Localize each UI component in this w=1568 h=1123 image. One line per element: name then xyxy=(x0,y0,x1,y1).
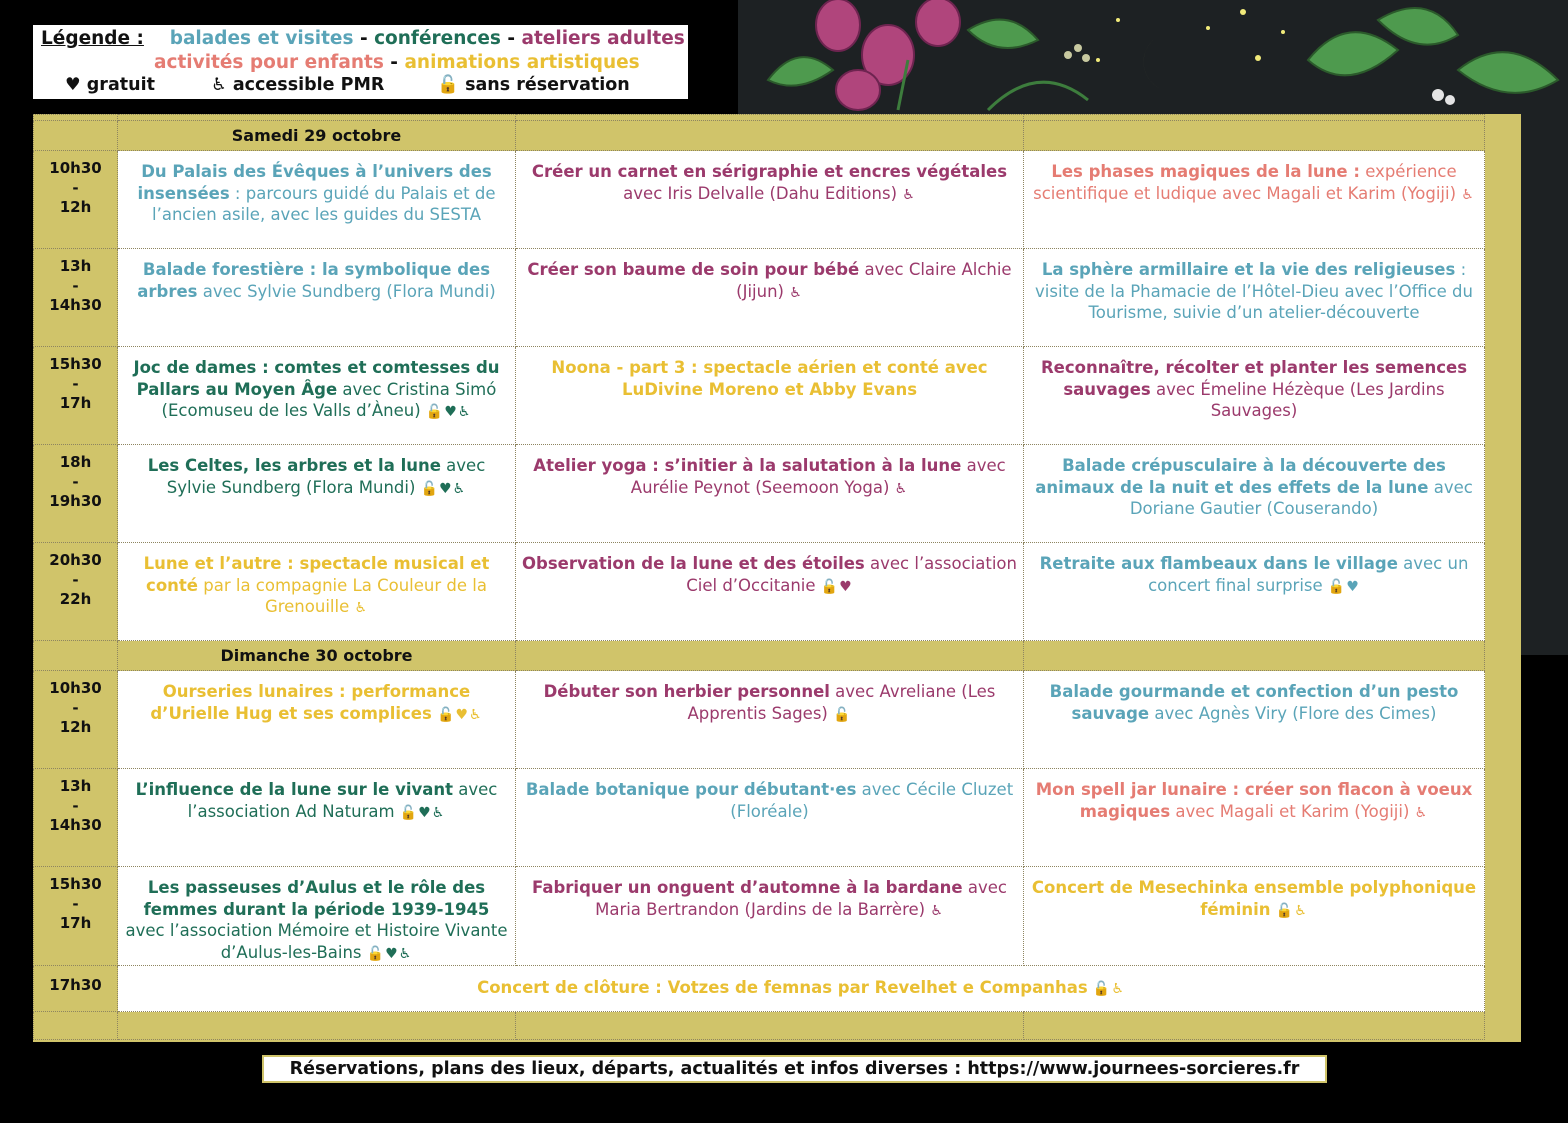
event-cell xyxy=(118,249,516,347)
time-slot-row xyxy=(34,671,1485,769)
event-title: Atelier yoga : s’initier à la salutation à la lune xyxy=(533,456,962,475)
event-cell xyxy=(516,249,1024,347)
legend-no-booking: 🔓 sans réservation xyxy=(437,75,630,95)
closing-event-cell xyxy=(118,966,1485,1012)
legend-adult-workshops: ateliers adultes xyxy=(521,28,685,49)
day-header-blank xyxy=(34,641,118,671)
legend-art: animations artistiques xyxy=(404,51,640,73)
time-slot-row xyxy=(34,769,1485,867)
event-cell xyxy=(118,445,516,543)
day-header xyxy=(118,121,516,151)
time-slot-row xyxy=(34,445,1485,543)
time-slot-row xyxy=(34,543,1485,641)
event-title: Observation de la lune et des étoiles xyxy=(522,554,865,573)
time-label: 10h30 xyxy=(49,679,102,697)
day-label: Samedi 29 octobre xyxy=(231,126,402,145)
time-label: - xyxy=(72,178,79,197)
day-header-blank xyxy=(1024,121,1485,151)
event-cell xyxy=(1024,543,1485,641)
time-label: 20h30 xyxy=(49,551,102,569)
time-cell xyxy=(34,151,118,249)
time-label: 22h xyxy=(59,590,92,608)
event-title: Balade gourmande et confection d’un pesto sauvage xyxy=(1049,682,1459,723)
event-cell xyxy=(118,543,516,641)
event-title: Débuter son herbier personnel xyxy=(543,682,830,701)
event-title: L’influence de la lune sur le vivant xyxy=(135,780,453,799)
event-cell xyxy=(516,671,1024,769)
day-header-blank xyxy=(516,641,1024,671)
spacer-row xyxy=(34,1012,1485,1040)
legend-kids: activités pour enfants xyxy=(154,51,384,73)
time-label: 15h30 xyxy=(49,875,102,893)
event-details: avec Agnès Viry (Flore des Cimes) xyxy=(1149,703,1437,723)
time-cell xyxy=(34,966,118,1012)
access-icons: 🔓 xyxy=(833,706,852,723)
footer-info: Réservations, plans des lieux, départs, actualités et infos diverses : https://www.journees-sorcieres.fr xyxy=(262,1055,1327,1083)
time-label: - xyxy=(72,796,79,815)
spacer-cell xyxy=(1024,1012,1485,1040)
event-cell xyxy=(1024,151,1485,249)
access-icons: 🔓♥♿ xyxy=(399,804,446,821)
event-cell xyxy=(118,347,516,445)
time-cell xyxy=(34,543,118,641)
access-icons: 🔓♥♿ xyxy=(420,480,467,497)
event-details: avec Sylvie Sundberg (Flora Mundi) xyxy=(197,281,496,301)
event-cell xyxy=(118,867,516,966)
access-icons: 🔓♥ xyxy=(1327,578,1360,595)
time-label: - xyxy=(72,570,79,589)
legend-free: ♥ gratuit xyxy=(65,75,155,95)
event-title: Balade forestière : la symbolique des arbres xyxy=(137,260,491,301)
event-details: expérience scientifique et ludique avec Magali et Karim (Yogiji) xyxy=(1033,162,1457,203)
event-cell xyxy=(516,445,1024,543)
event-title: Lune et l’autre : spectacle musical et conté xyxy=(143,554,490,595)
time-label: - xyxy=(72,472,79,491)
event-cell xyxy=(118,671,516,769)
legend-row-1 xyxy=(41,27,688,51)
time-slot-row xyxy=(34,151,1485,249)
access-icons: ♿ xyxy=(894,480,909,497)
event-details: avec un concert final surprise xyxy=(1148,554,1469,595)
closing-row xyxy=(34,966,1485,1012)
event-title: Fabriquer un onguent d’automne à la bardane xyxy=(532,878,963,897)
access-icons: 🔓♥ xyxy=(820,578,853,595)
legend-conferences: conférences xyxy=(374,28,501,49)
day-header-blank xyxy=(34,121,118,151)
event-details: avec Aurélie Peynot (Seemoon Yoga) xyxy=(630,456,1006,497)
access-icons: 🔓♥♿ xyxy=(437,706,483,723)
time-slot-row xyxy=(34,249,1485,347)
event-title: Joc de dames : comtes et comtesses du Pallars au Moyen Âge xyxy=(133,358,500,399)
legend-title: Légende : xyxy=(41,28,144,49)
time-label: - xyxy=(72,276,79,295)
event-cell xyxy=(1024,867,1485,966)
legend-row-3 xyxy=(41,74,688,98)
legend-pmr: ♿ accessible PMR xyxy=(211,75,385,95)
access-icons: ♿ xyxy=(902,186,916,203)
event-details: par la compagnie La Couleur de la Grenouille xyxy=(198,575,487,616)
event-title: Balade crépusculaire à la découverte des animaux de la nuit et des effets de la lune xyxy=(1035,456,1446,497)
event-title: Noona - part 3 : spectacle aérien et conté avec LuDivine Moreno et Abby Evans xyxy=(551,358,988,399)
event-details: : parcours guidé du Palais et de l’ancien asile, avec les guides du SESTA xyxy=(152,183,496,224)
event-title: Concert de Mesechinka ensemble polyphonique féminin xyxy=(1031,878,1477,919)
time-label: - xyxy=(72,698,79,717)
event-details: avec Claire Alchie (Jijun) xyxy=(736,260,1012,301)
time-cell xyxy=(34,249,118,347)
event-title: Créer son baume de soin pour bébé xyxy=(527,260,860,279)
day-header-blank xyxy=(1024,641,1485,671)
event-details: avec Sylvie Sundberg (Flora Mundi) xyxy=(166,456,486,497)
day-header xyxy=(118,641,516,671)
event-cell xyxy=(516,347,1024,445)
time-label: 18h xyxy=(59,453,92,471)
event-details: avec Magali et Karim (Yogiji) xyxy=(1170,801,1410,821)
schedule-board xyxy=(33,114,1521,1042)
event-details: avec Maria Bertrandon (Jardins de la Barrère) xyxy=(595,878,1007,919)
spacer-cell xyxy=(34,1012,118,1040)
event-title: Mon spell jar lunaire : créer son flacon à voeux magiques xyxy=(1035,780,1473,821)
event-cell xyxy=(1024,671,1485,769)
event-title: Les Celtes, les arbres et la lune xyxy=(147,456,441,475)
legend-separator: - xyxy=(507,28,516,49)
schedule-body xyxy=(34,115,1485,1040)
spacer-cell xyxy=(118,1012,516,1040)
time-label: 19h30 xyxy=(49,492,102,510)
access-icons: ♿ xyxy=(1461,186,1475,203)
event-title: Créer un carnet en sérigraphie et encres végétales xyxy=(531,162,1008,181)
legend-separator: - xyxy=(359,28,368,49)
event-cell xyxy=(1024,347,1485,445)
day-header-blank xyxy=(516,121,1024,151)
event-cell xyxy=(1024,769,1485,867)
legend-separator: - xyxy=(390,51,398,73)
schedule-table xyxy=(33,114,1485,1040)
access-icons: 🔓♿ xyxy=(1092,981,1125,997)
time-label: 17h xyxy=(59,914,92,932)
event-cell xyxy=(516,543,1024,641)
event-cell xyxy=(516,867,1024,966)
time-slot-row xyxy=(34,347,1485,445)
time-label: 17h xyxy=(59,394,92,412)
event-details: avec Émeline Hézèque (Les Jardins Sauvages) xyxy=(1150,379,1445,420)
event-details: avec Avreliane (Les Apprentis Sages) xyxy=(687,682,996,723)
event-details: avec Doriane Gautier (Couserando) xyxy=(1129,477,1473,518)
event-cell xyxy=(118,769,516,867)
event-details: avec l’association Ciel d’Occitanie xyxy=(686,554,1017,595)
time-label: 12h xyxy=(59,718,92,736)
time-label: 13h xyxy=(59,777,92,795)
event-cell xyxy=(118,151,516,249)
event-title: Les phases magiques de la lune : xyxy=(1051,162,1360,181)
time-label: 14h30 xyxy=(49,296,102,314)
time-cell xyxy=(34,445,118,543)
access-icons: ♿ xyxy=(789,284,803,301)
time-slot-row xyxy=(34,867,1485,966)
event-title: Du Palais des Évêques à l’univers des insensées xyxy=(137,162,492,203)
event-title: Reconnaître, récolter et planter les semences sauvages xyxy=(1040,358,1468,399)
access-icons: ♿ xyxy=(354,600,369,616)
event-details: avec l’association Ad Naturam xyxy=(187,780,498,821)
event-cell xyxy=(1024,249,1485,347)
time-label: 10h30 xyxy=(49,159,102,177)
time-label: - xyxy=(72,894,79,913)
event-cell xyxy=(516,769,1024,867)
time-label: 17h30 xyxy=(49,976,102,994)
event-details: : visite de la Phamacie de l’Hôtel-Dieu avec l’Office du Tourisme, suivie d’un atelier-découverte xyxy=(1035,260,1473,322)
day-label: Dimanche 30 octobre xyxy=(220,646,413,665)
access-icons: 🔓♥♿ xyxy=(366,945,413,962)
legend-row-2 xyxy=(41,51,688,75)
time-label: 14h30 xyxy=(49,816,102,834)
event-title: Les passeuses d’Aulus et le rôle des femmes durant la période 1939-1945 xyxy=(143,878,490,919)
spacer-cell xyxy=(516,1012,1024,1040)
time-label: 13h xyxy=(59,257,92,275)
event-details: avec Cristina Simó (Ecomuseu de les Valls d’Àneu) xyxy=(161,379,497,420)
day-header-row xyxy=(34,641,1485,671)
access-icons: 🔓♿ xyxy=(1275,902,1308,919)
time-label: - xyxy=(72,374,79,393)
day-header-row xyxy=(34,121,1485,151)
event-details: avec l’association Mémoire et Histoire Vivante d’Aulus-les-Bains xyxy=(125,921,508,962)
event-cell xyxy=(1024,445,1485,543)
closing-title: Concert de clôture : Votzes de femnas par Revelhet e Companhas xyxy=(477,978,1088,997)
time-label: 12h xyxy=(59,198,92,216)
event-title: Balade botanique pour débutant·es xyxy=(525,780,857,799)
event-details: avec Cécile Cluzet (Floréale) xyxy=(730,780,1014,821)
access-icons: ♿ xyxy=(930,902,944,919)
legend-walks: balades et visites xyxy=(169,28,354,49)
event-title: La sphère armillaire et la vie des religieuses xyxy=(1041,260,1456,279)
time-cell xyxy=(34,671,118,769)
time-label: 15h30 xyxy=(49,355,102,373)
event-cell xyxy=(516,151,1024,249)
time-cell xyxy=(34,347,118,445)
event-details: avec Iris Delvalle (Dahu Editions) xyxy=(623,183,898,203)
legend-box xyxy=(33,25,688,99)
event-title: Ourseries lunaires : performance d’Urielle Hug et ses complices xyxy=(150,682,471,723)
access-icons: ♿ xyxy=(1414,804,1429,821)
event-title: Retraite aux flambeaux dans le village xyxy=(1039,554,1398,573)
time-cell xyxy=(34,867,118,966)
access-icons: 🔓♥♿ xyxy=(425,404,472,420)
time-cell xyxy=(34,769,118,867)
